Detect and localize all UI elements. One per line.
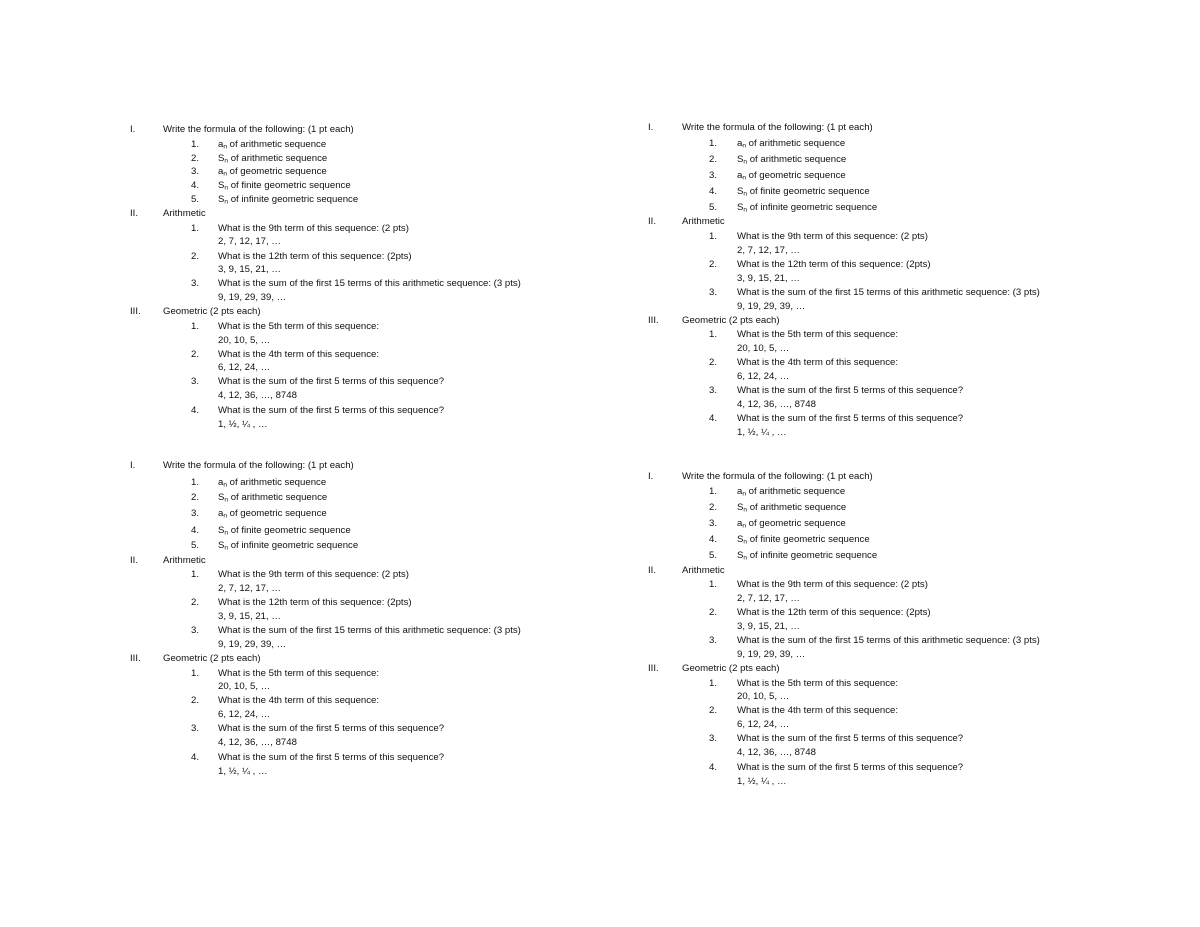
- sequence-text: 2, 7, 12, 17, …: [218, 583, 281, 594]
- sequence-text: 6, 12, 24, …: [737, 719, 790, 730]
- formula-description: of infinite geometric sequence: [228, 194, 359, 205]
- section-numeral: I.: [648, 122, 654, 133]
- question-text: What is the 12th term of this sequence: (2pts): [737, 607, 931, 618]
- sequence-text: 3, 9, 15, 21, …: [737, 273, 800, 284]
- section-numeral: III.: [648, 663, 659, 674]
- formula-item: [737, 551, 877, 562]
- item-number: 4.: [191, 525, 200, 536]
- item-number: 2.: [191, 597, 200, 608]
- formula-symbol: S: [218, 492, 225, 503]
- item-number: 1.: [709, 486, 718, 497]
- formula-item: [218, 181, 351, 192]
- formula-item: [737, 155, 846, 166]
- formula-subscript: n: [224, 496, 229, 504]
- section-title: Write the formula of the following: (1 pt each): [682, 471, 873, 482]
- section-title: Arithmetic: [682, 565, 725, 576]
- section-numeral: I.: [130, 124, 136, 135]
- question-text: What is the 4th term of this sequence:: [737, 357, 899, 368]
- item-number: 2.: [191, 492, 200, 503]
- formula-item: [218, 541, 358, 552]
- formula-description: of arithmetic sequence: [747, 502, 847, 513]
- formula-symbol: S: [737, 534, 744, 545]
- formula-subscript: n: [224, 198, 229, 206]
- question-text: What is the sum of the first 5 terms of this sequence?: [218, 723, 445, 734]
- formula-symbol: a: [737, 138, 743, 149]
- formula-symbol: S: [218, 180, 225, 191]
- formula-subscript: n: [223, 143, 227, 151]
- item-number: 1.: [191, 139, 200, 150]
- formula-item: [218, 526, 351, 537]
- item-number: 1.: [191, 569, 200, 580]
- formula-item: [737, 171, 846, 182]
- formula-item: [218, 493, 327, 504]
- item-number: 4.: [709, 413, 718, 424]
- formula-item: [737, 187, 870, 198]
- item-number: 3.: [709, 385, 718, 396]
- formula-description: of infinite geometric sequence: [228, 540, 359, 551]
- formula-symbol: S: [218, 525, 225, 536]
- formula-symbol: a: [737, 486, 743, 497]
- formula-symbol: S: [737, 202, 744, 213]
- sequence-text: 1, ½, ¼ , …: [218, 419, 268, 430]
- sequence-text: 3, 9, 15, 21, …: [737, 621, 800, 632]
- item-number: 1.: [709, 329, 718, 340]
- sequence-text: 4, 12, 36, …, 8748: [737, 399, 816, 410]
- formula-symbol: a: [218, 477, 224, 488]
- formula-subscript: n: [743, 554, 748, 562]
- formula-subscript: n: [224, 184, 229, 192]
- formula-symbol: a: [218, 139, 224, 150]
- sequence-text: 6, 12, 24, …: [218, 362, 271, 373]
- item-number: 1.: [709, 579, 718, 590]
- question-text: What is the 4th term of this sequence:: [218, 695, 380, 706]
- formula-subscript: n: [743, 538, 748, 546]
- question-text: What is the 5th term of this sequence:: [737, 678, 899, 689]
- item-number: 5.: [709, 550, 718, 561]
- formula-subscript: n: [743, 506, 748, 514]
- formula-item: [737, 503, 846, 514]
- sequence-text: 2, 7, 12, 17, …: [218, 236, 281, 247]
- item-number: 4.: [709, 186, 718, 197]
- question-text: What is the 5th term of this sequence:: [218, 321, 380, 332]
- sequence-text: 1, ½, ¼ , …: [737, 776, 787, 787]
- formula-description: of arithmetic sequence: [228, 153, 328, 164]
- sequence-text: 4, 12, 36, …, 8748: [218, 390, 297, 401]
- question-text: What is the sum of the first 15 terms of this arithmetic sequence: (3 pts): [737, 287, 1040, 298]
- formula-item: [737, 487, 845, 498]
- sequence-text: 4, 12, 36, …, 8748: [737, 747, 816, 758]
- sequence-text: 6, 12, 24, …: [218, 709, 271, 720]
- sequence-text: 4, 12, 36, …, 8748: [218, 737, 297, 748]
- item-number: 2.: [709, 259, 718, 270]
- formula-symbol: S: [737, 502, 744, 513]
- section-title: Geometric (2 pts each): [682, 315, 780, 326]
- section-numeral: III.: [648, 315, 659, 326]
- item-number: 2.: [709, 357, 718, 368]
- formula-description: of arithmetic sequence: [747, 154, 847, 165]
- item-number: 2.: [709, 154, 718, 165]
- question-text: What is the sum of the first 5 terms of this sequence?: [218, 405, 445, 416]
- formula-item: [737, 535, 870, 546]
- formula-subscript: n: [224, 529, 229, 537]
- sequence-text: 9, 19, 29, 39, …: [737, 649, 806, 660]
- section-numeral: I.: [648, 471, 654, 482]
- formula-item: [218, 154, 327, 165]
- section-title: Write the formula of the following: (1 pt each): [163, 460, 354, 471]
- item-number: 4.: [709, 534, 718, 545]
- formula-description: of arithmetic sequence: [745, 486, 846, 497]
- formula-description: of geometric sequence: [745, 518, 846, 529]
- formula-description: of finite geometric sequence: [228, 180, 351, 191]
- sequence-text: 3, 9, 15, 21, …: [218, 611, 281, 622]
- sequence-text: 20, 10, 5, …: [737, 691, 790, 702]
- formula-symbol: S: [218, 153, 225, 164]
- section-numeral: II.: [130, 208, 138, 219]
- item-number: 2.: [709, 705, 718, 716]
- question-text: What is the 9th term of this sequence: (2 pts): [737, 231, 928, 242]
- formula-item: [218, 509, 327, 520]
- item-number: 1.: [709, 231, 718, 242]
- question-text: What is the sum of the first 5 terms of this sequence?: [218, 376, 445, 387]
- formula-subscript: n: [224, 544, 229, 552]
- formula-subscript: n: [743, 206, 748, 214]
- item-number: 3.: [191, 508, 200, 519]
- item-number: 4.: [191, 405, 200, 416]
- formula-symbol: S: [737, 550, 744, 561]
- formula-description: of infinite geometric sequence: [747, 550, 878, 561]
- formula-subscript: n: [223, 170, 227, 178]
- question-text: What is the sum of the first 5 terms of this sequence?: [737, 413, 964, 424]
- formula-description: of arithmetic sequence: [228, 492, 328, 503]
- item-number: 1.: [191, 477, 200, 488]
- question-text: What is the sum of the first 15 terms of this arithmetic sequence: (3 pts): [737, 635, 1040, 646]
- formula-subscript: n: [742, 490, 746, 498]
- item-number: 3.: [191, 166, 200, 177]
- section-title: Arithmetic: [163, 208, 206, 219]
- formula-symbol: a: [737, 170, 743, 181]
- section-title: Write the formula of the following: (1 pt each): [163, 124, 354, 135]
- section-numeral: II.: [648, 216, 656, 227]
- formula-item: [218, 195, 358, 206]
- item-number: 1.: [191, 223, 200, 234]
- section-title: Geometric (2 pts each): [682, 663, 780, 674]
- question-text: What is the 4th term of this sequence:: [218, 349, 380, 360]
- formula-description: of infinite geometric sequence: [747, 202, 878, 213]
- formula-item: [737, 519, 846, 530]
- sequence-text: 20, 10, 5, …: [218, 335, 271, 346]
- item-number: 5.: [191, 194, 200, 205]
- section-numeral: III.: [130, 653, 141, 664]
- formula-symbol: a: [218, 508, 224, 519]
- question-text: What is the 9th term of this sequence: (2 pts): [737, 579, 928, 590]
- item-number: 3.: [709, 287, 718, 298]
- formula-item: [737, 203, 877, 214]
- item-number: 4.: [191, 180, 200, 191]
- item-number: 2.: [191, 695, 200, 706]
- item-number: 1.: [191, 321, 200, 332]
- sequence-text: 9, 19, 29, 39, …: [737, 301, 806, 312]
- question-text: What is the 12th term of this sequence: (2pts): [218, 251, 412, 262]
- item-number: 3.: [191, 723, 200, 734]
- section-title: Arithmetic: [163, 555, 206, 566]
- formula-symbol: S: [737, 154, 744, 165]
- item-number: 3.: [709, 518, 718, 529]
- section-title: Write the formula of the following: (1 pt each): [682, 122, 873, 133]
- sequence-text: 2, 7, 12, 17, …: [737, 245, 800, 256]
- formula-subscript: n: [223, 512, 227, 520]
- item-number: 1.: [709, 138, 718, 149]
- sequence-text: 20, 10, 5, …: [737, 343, 790, 354]
- item-number: 2.: [709, 607, 718, 618]
- section-title: Geometric (2 pts each): [163, 653, 261, 664]
- formula-subscript: n: [742, 522, 746, 530]
- question-text: What is the 12th term of this sequence: (2pts): [218, 597, 412, 608]
- sequence-text: 6, 12, 24, …: [737, 371, 790, 382]
- formula-item: [218, 167, 327, 178]
- question-text: What is the sum of the first 5 terms of this sequence?: [737, 733, 964, 744]
- formula-subscript: n: [743, 190, 748, 198]
- formula-item: [737, 139, 845, 150]
- formula-description: of finite geometric sequence: [228, 525, 351, 536]
- sequence-text: 1, ½, ¼ , …: [737, 427, 787, 438]
- item-number: 5.: [709, 202, 718, 213]
- formula-symbol: a: [218, 166, 224, 177]
- item-number: 2.: [191, 153, 200, 164]
- question-text: What is the 9th term of this sequence: (2 pts): [218, 569, 409, 580]
- item-number: 3.: [709, 733, 718, 744]
- question-text: What is the sum of the first 15 terms of this arithmetic sequence: (3 pts): [218, 625, 521, 636]
- question-text: What is the 5th term of this sequence:: [218, 668, 380, 679]
- item-number: 3.: [191, 376, 200, 387]
- item-number: 2.: [191, 349, 200, 360]
- sequence-text: 2, 7, 12, 17, …: [737, 593, 800, 604]
- formula-description: of geometric sequence: [745, 170, 846, 181]
- section-numeral: III.: [130, 306, 141, 317]
- formula-description: of finite geometric sequence: [747, 534, 870, 545]
- question-text: What is the 9th term of this sequence: (2 pts): [218, 223, 409, 234]
- item-number: 5.: [191, 540, 200, 551]
- formula-description: of arithmetic sequence: [226, 477, 327, 488]
- question-text: What is the sum of the first 5 terms of this sequence?: [218, 752, 445, 763]
- formula-symbol: S: [218, 540, 225, 551]
- section-title: Arithmetic: [682, 216, 725, 227]
- formula-description: of geometric sequence: [226, 166, 327, 177]
- question-text: What is the sum of the first 5 terms of this sequence?: [737, 385, 964, 396]
- formula-item: [218, 140, 326, 151]
- formula-symbol: S: [737, 186, 744, 197]
- question-text: What is the sum of the first 5 terms of this sequence?: [737, 762, 964, 773]
- section-numeral: II.: [130, 555, 138, 566]
- formula-description: of finite geometric sequence: [747, 186, 870, 197]
- sequence-text: 9, 19, 29, 39, …: [218, 639, 287, 650]
- question-text: What is the sum of the first 15 terms of this arithmetic sequence: (3 pts): [218, 278, 521, 289]
- item-number: 4.: [709, 762, 718, 773]
- formula-description: of geometric sequence: [226, 508, 327, 519]
- section-title: Geometric (2 pts each): [163, 306, 261, 317]
- item-number: 3.: [191, 278, 200, 289]
- formula-subscript: n: [223, 481, 227, 489]
- formula-description: of arithmetic sequence: [226, 139, 327, 150]
- question-text: What is the 5th term of this sequence:: [737, 329, 899, 340]
- formula-symbol: a: [737, 518, 743, 529]
- sequence-text: 20, 10, 5, …: [218, 681, 271, 692]
- formula-subscript: n: [742, 142, 746, 150]
- item-number: 3.: [709, 170, 718, 181]
- formula-symbol: S: [218, 194, 225, 205]
- question-text: What is the 12th term of this sequence: (2pts): [737, 259, 931, 270]
- sequence-text: 9, 19, 29, 39, …: [218, 292, 287, 303]
- formula-description: of arithmetic sequence: [745, 138, 846, 149]
- item-number: 4.: [191, 752, 200, 763]
- formula-item: [218, 478, 326, 489]
- formula-subscript: n: [224, 157, 229, 165]
- section-numeral: II.: [648, 565, 656, 576]
- sequence-text: 3, 9, 15, 21, …: [218, 264, 281, 275]
- item-number: 1.: [191, 668, 200, 679]
- formula-subscript: n: [742, 174, 746, 182]
- item-number: 1.: [709, 678, 718, 689]
- section-numeral: I.: [130, 460, 136, 471]
- question-text: What is the 4th term of this sequence:: [737, 705, 899, 716]
- item-number: 3.: [709, 635, 718, 646]
- item-number: 2.: [191, 251, 200, 262]
- formula-subscript: n: [743, 158, 748, 166]
- item-number: 2.: [709, 502, 718, 513]
- sequence-text: 1, ½, ¼ , …: [218, 766, 268, 777]
- item-number: 3.: [191, 625, 200, 636]
